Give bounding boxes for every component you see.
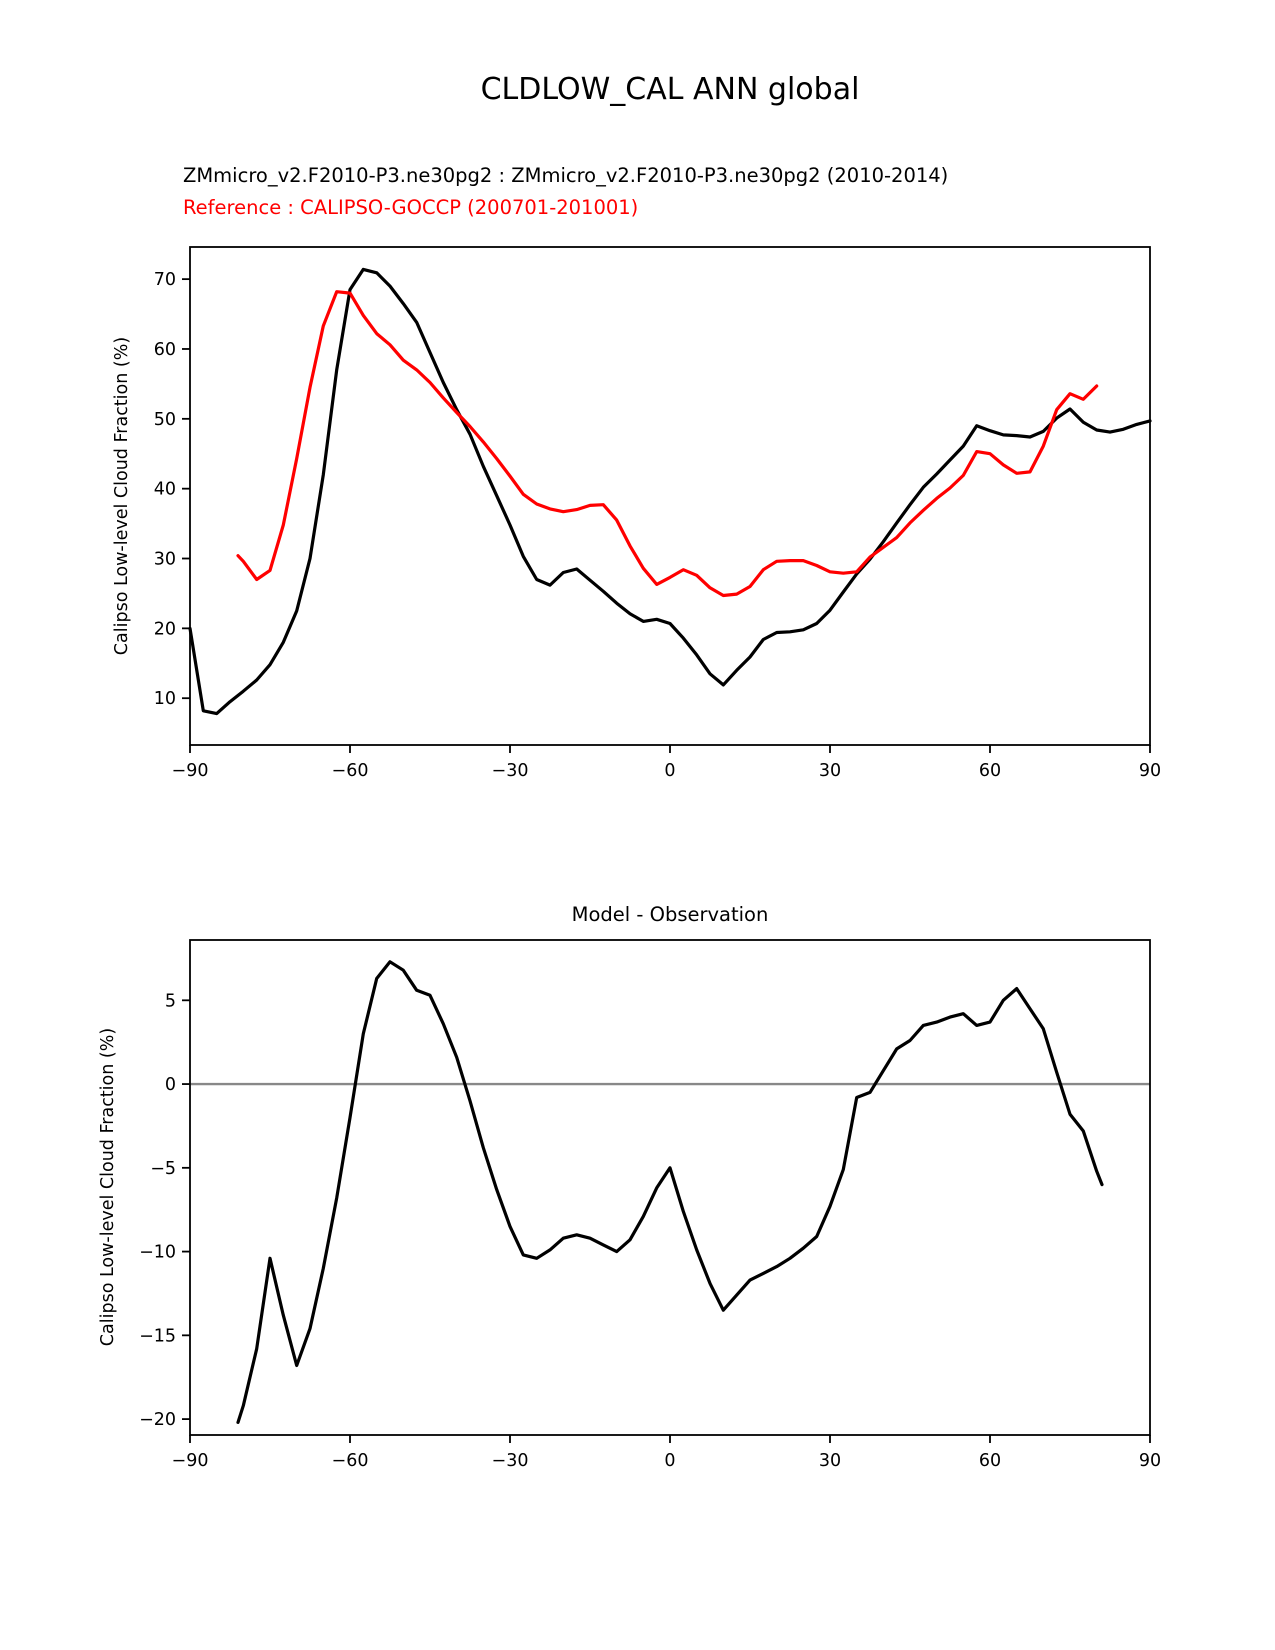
x-tick-label: 30 (818, 1451, 842, 1471)
legend-reference-label: Reference : CALIPSO-GOCCP (200701-201001) (183, 196, 639, 219)
x-tick-label: 90 (1138, 761, 1162, 781)
x-tick-label: 90 (1138, 1451, 1162, 1471)
y-tick-label: −10 (139, 1242, 176, 1263)
x-tick-label: 30 (818, 761, 842, 781)
difference-chart-y-axis-label: Calipso Low-level Cloud Fraction (%) (98, 1027, 118, 1347)
x-tick-label: −90 (171, 761, 209, 781)
y-tick-label: 20 (153, 619, 176, 640)
y-tick-label: −20 (139, 1410, 176, 1431)
x-tick-label: −60 (331, 761, 369, 781)
y-tick-label: 30 (153, 549, 176, 570)
legend-model-label: ZMmicro_v2.F2010-P3.ne30pg2 : ZMmicro_v2.F2010-P3.ne30pg2 (2010-2014) (183, 164, 949, 187)
y-tick-label: 10 (153, 689, 176, 710)
legend (183, 160, 948, 224)
y-tick-label: 0 (164, 1075, 176, 1096)
x-tick-label: −30 (491, 1451, 529, 1471)
x-tick-label: −30 (491, 761, 529, 781)
x-tick-label: 0 (664, 761, 676, 781)
model-line (190, 269, 1150, 713)
y-tick-label: −15 (139, 1326, 176, 1347)
x-tick-label: −60 (331, 1451, 369, 1471)
x-tick-label: 0 (664, 1451, 676, 1471)
x-tick-label: 60 (978, 761, 1002, 781)
y-tick-label: 40 (153, 479, 176, 500)
figure-title: CLDLOW_CAL ANN global (480, 72, 860, 107)
top-chart-y-axis-label: Calipso Low-level Cloud Fraction (%) (112, 336, 132, 656)
x-tick-label: −90 (171, 1451, 209, 1471)
y-tick-label: 70 (153, 270, 176, 291)
y-tick-label: 60 (153, 339, 176, 360)
reference-line (238, 292, 1097, 596)
x-tick-label: 60 (978, 1451, 1002, 1471)
difference-chart-title: Model - Observation (571, 903, 769, 926)
y-tick-label: 50 (153, 409, 176, 430)
chart-1-plot-box (190, 940, 1150, 1435)
chart-0-plot-box (190, 247, 1150, 745)
y-tick-label: −5 (150, 1158, 176, 1179)
y-tick-label: 5 (164, 991, 176, 1012)
difference-line (238, 962, 1102, 1423)
